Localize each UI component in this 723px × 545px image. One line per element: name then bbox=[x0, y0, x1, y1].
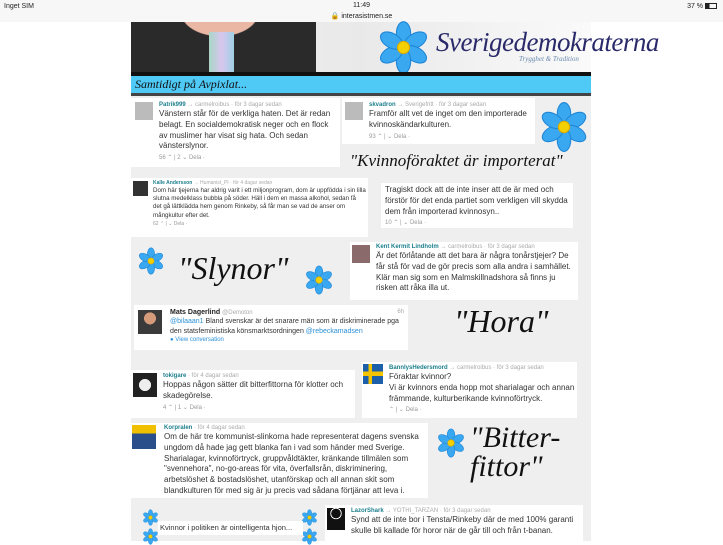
flower-icon bbox=[301, 528, 318, 545]
comment-text: Framför allt vet de inget om den importerade kvinnoskändarkulturen. bbox=[369, 109, 527, 129]
comment-card bbox=[325, 505, 583, 541]
comment-time: · för 3 dagar sedan bbox=[493, 365, 544, 371]
flower-icon bbox=[142, 528, 159, 545]
party-flower-logo-icon bbox=[376, 20, 431, 75]
carrier-label: Inget SIM bbox=[4, 3, 34, 10]
url-text: interasistmen.se bbox=[341, 13, 393, 20]
comment-card bbox=[158, 521, 303, 535]
comment-user[interactable]: Kent Kermit Lindholm bbox=[376, 244, 439, 250]
clock: 11:49 bbox=[353, 2, 370, 9]
comment-time: · för 3 dagar sedan bbox=[484, 244, 535, 250]
comment-text: Om de här tre kommunist-slinkorna hade representerat dagens svenska ungdom då hade jag gett blanka fan i vad som händer med Sverige. Sharialagar, kvinnoförtryck, gruppvåldtäkter, kränkande tillmälen som "svennehora", no-go-areas för vita, överfallsrån, diskriminering, arbetslöshet & bostadslöshet, utanförskap och all annan skit som blandkulturen för med sig är ju precis vad sådana förtjänar att leva i. bbox=[164, 432, 419, 496]
comment-time: · för 4 dagar sedan bbox=[188, 373, 239, 379]
flower-icon bbox=[137, 247, 165, 275]
reply-to: → Humanist_PI bbox=[193, 180, 229, 186]
header-banner bbox=[131, 22, 659, 72]
avatar bbox=[138, 310, 162, 334]
avatar bbox=[345, 102, 363, 120]
avatar bbox=[132, 425, 156, 449]
flower-icon bbox=[436, 428, 466, 458]
comment-card bbox=[131, 423, 428, 498]
mention-link[interactable]: @bilaaan1 bbox=[170, 318, 204, 326]
speech-bubble-icon: ● bbox=[170, 337, 174, 344]
comment-time: · för 3 dagar sedan bbox=[439, 508, 491, 514]
tweet-card bbox=[134, 305, 408, 350]
comment-card bbox=[350, 242, 578, 300]
comment-user[interactable]: Kalle Andersson bbox=[153, 180, 193, 186]
comment-user[interactable]: skvadron bbox=[369, 102, 396, 108]
comment-card bbox=[342, 98, 535, 144]
comment-actions[interactable]: 62 ⌃ | ⌄ Dela · bbox=[153, 221, 188, 228]
comment-user[interactable]: Patrik999 bbox=[159, 102, 186, 108]
reply-to: → Sverigefritt bbox=[397, 102, 434, 108]
comment-time: · för 3 dagar sedan bbox=[435, 102, 487, 108]
comment-text: Är det förlåtande att det bara är några tonårstjejer? De får stå för vad de gör precis som alla andra i samhället. Klär man sig som en Malmskillnadshora så finns ju risken att råka illa ut. bbox=[376, 251, 571, 293]
avatar bbox=[133, 181, 148, 196]
comment-text: Dom här tjejerna har aldrig varit i ett miljonprogram, dom är uppfödda i sin lilla slutna medelklass bubbla på söder. Häll i dem en massa alkohol, sedan få det gå lättklädda hem genom Rinkeby, så får man se vad de anser om mångkultur efter det. bbox=[153, 186, 366, 219]
comment-actions[interactable]: 10 ⌃ | ⌄ Dela · bbox=[385, 220, 426, 227]
comment-time: · för 3 dagar sedan bbox=[231, 102, 282, 108]
comment-text: Kvinnor i politiken är ointelligenta hjon... bbox=[160, 523, 293, 532]
avatar bbox=[352, 245, 370, 263]
battery-icon bbox=[705, 3, 717, 9]
reply-to: → carmelroibus bbox=[449, 365, 492, 371]
avatar bbox=[135, 102, 153, 120]
flower-icon bbox=[142, 509, 159, 526]
tweet-author[interactable]: Mats Dagerlind bbox=[170, 309, 221, 316]
comment-text: Föraktar kvinnor? Vi är kvinnors enda hopp mot sharialagar och annan främmande, kulturberikande kvinnoförtryck. bbox=[389, 372, 575, 403]
tweet-text: Bland svenskar är det snarare män som är diskriminerade pga den statsfeministiska könsmarktsordningen bbox=[170, 318, 399, 335]
comment-text: Hoppas någon sätter dit bitterfittorna för klotter och skadegörelse. bbox=[163, 380, 344, 400]
comment-card bbox=[131, 178, 368, 237]
avatar bbox=[133, 373, 157, 397]
flower-icon bbox=[304, 265, 334, 295]
flower-icon bbox=[538, 100, 590, 154]
comment-actions[interactable]: 4 ⌃ | 1 ⌄ Dela · bbox=[163, 404, 206, 411]
reply-to: → YOTHI_TARZAN bbox=[385, 508, 439, 514]
brand-logo: Sverigedemokraterna bbox=[436, 27, 659, 57]
comment-card bbox=[362, 362, 577, 418]
comment-text: Tragiskt dock att de inte inser att de är med och förstör för det enda partiet som verkligen vill skydda dem från importerad kvinnosyn.. bbox=[385, 185, 568, 216]
battery-percent: 37 % bbox=[687, 3, 704, 10]
comment-card bbox=[381, 183, 573, 228]
reply-to: → carmelroibus bbox=[440, 244, 483, 250]
tweet-age: 6h bbox=[397, 309, 404, 315]
shirt-graphic bbox=[209, 32, 234, 72]
comment-time: · för 4 dagar sedan bbox=[230, 180, 273, 186]
quote-caption: "Hora" bbox=[454, 303, 549, 339]
quote-caption: "Bitter- fittor" bbox=[470, 421, 561, 483]
comment-actions[interactable]: ⌃ | ⌄ Dela · bbox=[389, 407, 422, 414]
view-conversation-link[interactable] bbox=[170, 336, 404, 344]
brand-slogan: Trygghet & Tradition bbox=[519, 55, 579, 63]
swedish-flag-avatar bbox=[363, 364, 383, 384]
comment-user[interactable]: tokigare bbox=[163, 373, 187, 379]
reply-to: → carmelroibus bbox=[187, 102, 230, 108]
mention-link[interactable]: @rebeckamadsen bbox=[305, 327, 363, 335]
tweet-handle[interactable]: @Demoton bbox=[222, 310, 253, 316]
comment-card bbox=[131, 98, 340, 167]
comment-user[interactable]: BannlysHedersmord bbox=[389, 365, 448, 371]
comment-text: Synd att de inte bor i Tensta/Rinkeby där de med 100% garanti skulle bli kallade för horor när de går till och från t-banan. bbox=[351, 515, 574, 535]
comment-actions[interactable]: 56 ⌃ | 2 ⌄ Dela · bbox=[159, 155, 205, 162]
comment-user[interactable]: LazorShark bbox=[351, 508, 384, 514]
comment-card bbox=[131, 370, 355, 418]
comment-actions[interactable]: 93 ⌃ | ⌄ Dela · bbox=[369, 133, 410, 140]
url-bar[interactable]: 🔒 interasistmen.se bbox=[330, 13, 393, 20]
avatar bbox=[327, 508, 345, 530]
comment-time: · för 4 dagar sedan bbox=[194, 425, 245, 431]
quote-caption: "Slynor" bbox=[178, 250, 289, 286]
flower-icon bbox=[301, 509, 318, 526]
view-conversation-label: View conversation bbox=[175, 337, 224, 344]
comment-user[interactable]: Korpralen bbox=[164, 425, 193, 431]
status-bar bbox=[0, 0, 723, 22]
section-header bbox=[131, 76, 591, 93]
quote-caption: "Kvinnoföraktet är importerat" bbox=[350, 151, 563, 170]
section-title: Samtidigt på Avpixlat... bbox=[135, 77, 248, 91]
battery-indicator bbox=[687, 3, 717, 10]
comment-text: Vänstern står för de verkliga haten. Det är redan belagt. En socialdemokratisk neger och en flock av muslimer har visat sig hata. Och sedan vänsterslynor. bbox=[159, 109, 331, 151]
